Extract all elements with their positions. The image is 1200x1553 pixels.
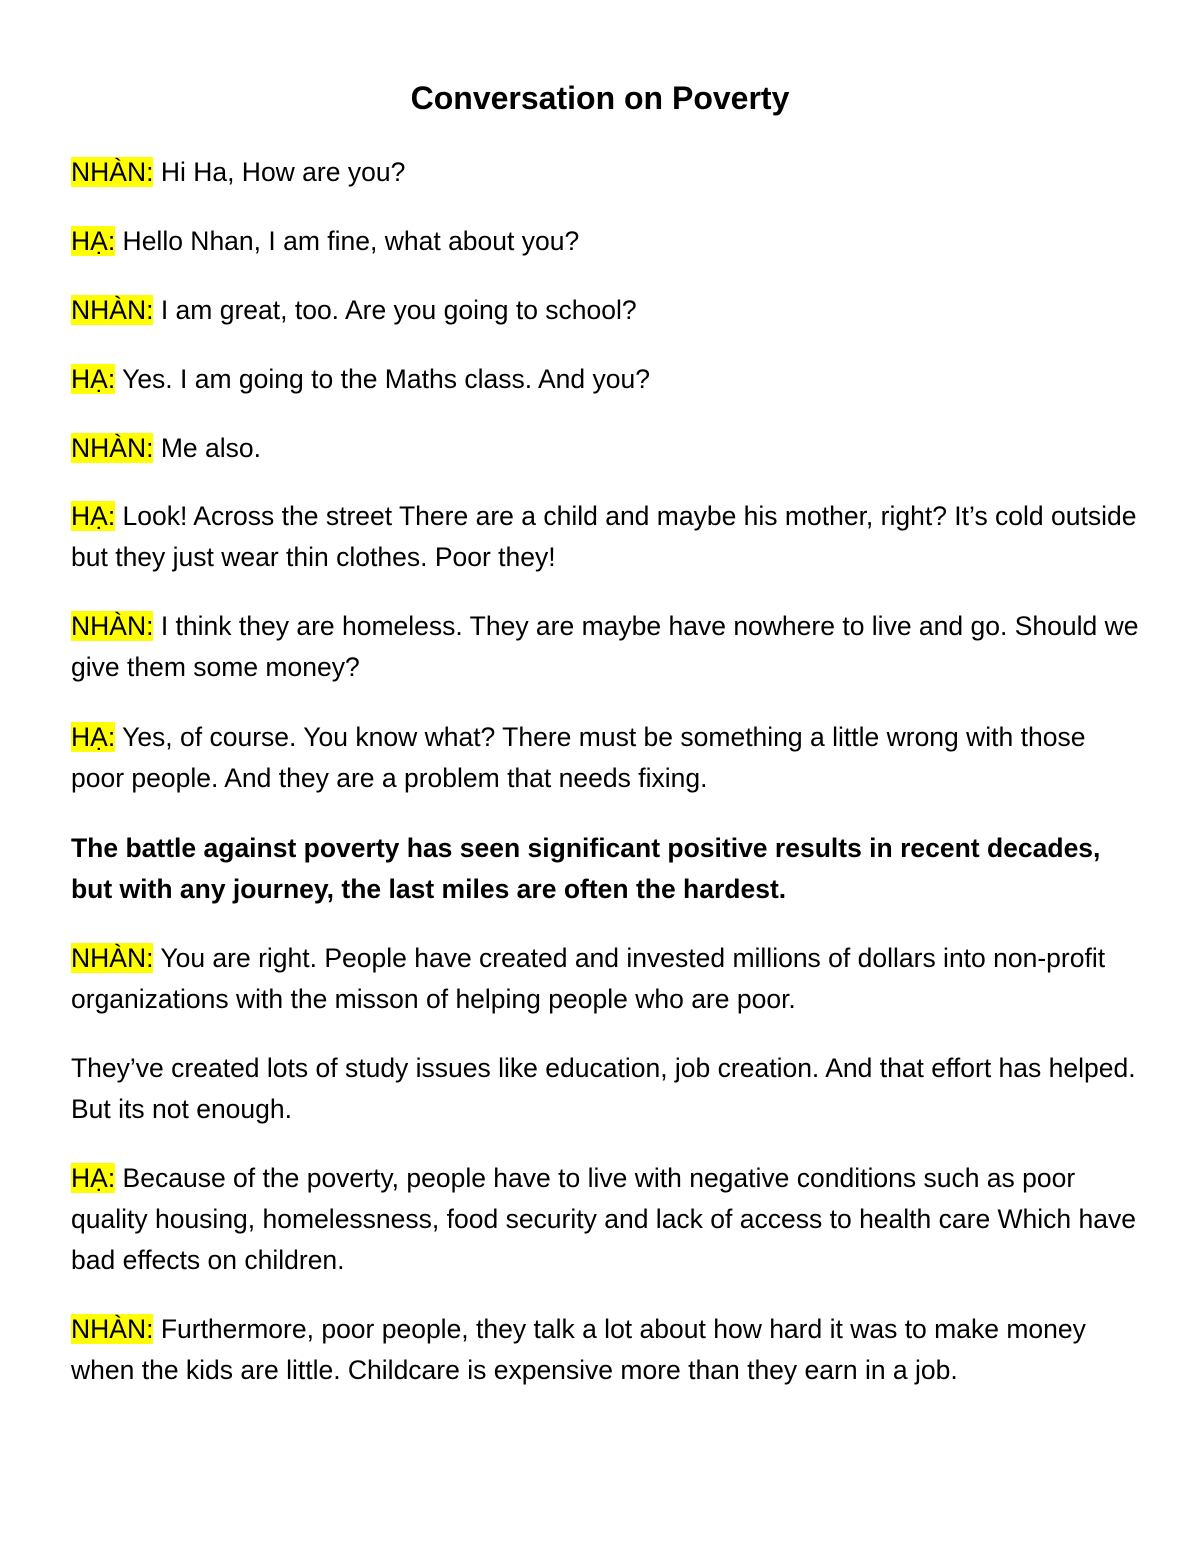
speaker-label: NHÀN:	[71, 611, 154, 641]
dialogue-text: Hi Ha, How are you?	[153, 157, 406, 187]
dialogue-line	[71, 938, 1141, 1020]
dialogue-line	[71, 496, 1141, 578]
speaker-label: NHÀN:	[71, 157, 154, 187]
speaker-label: HẠ:	[71, 226, 116, 256]
speaker-label: NHÀN:	[71, 433, 154, 463]
speaker-label: NHÀN:	[71, 295, 154, 325]
plain-paragraph: They’ve created lots of study issues like education, job creation. And that effort has helped. But its not enough.	[71, 1053, 1136, 1124]
dialogue-text: Yes. I am going to the Maths class. And you?	[115, 364, 650, 394]
dialogue-line	[71, 1158, 1141, 1281]
speaker-label: HẠ:	[71, 722, 116, 752]
dialogue-line	[71, 290, 1141, 331]
dialogue-line	[71, 152, 1141, 193]
dialogue-text: Furthermore, poor people, they talk a lot about how hard it was to make money when the kids are little. Childcare is expensive more than they earn in a job.	[71, 1314, 1086, 1385]
dialogue-text: I think they are homeless. They are maybe have nowhere to live and go. Should we give them some money?	[71, 611, 1139, 682]
bold-statement: The battle against poverty has seen significant positive results in recent decades, but with any journey, the last miles are often the hardest.	[71, 833, 1101, 904]
speaker-label: HẠ:	[71, 501, 116, 531]
dialogue-text: Hello Nhan, I am fine, what about you?	[115, 226, 580, 256]
dialogue-line	[71, 428, 1141, 469]
speaker-label: NHÀN:	[71, 943, 154, 973]
dialogue-text: Yes, of course. You know what? There must be something a little wrong with those poor people. And they are a problem that needs fixing.	[71, 722, 1086, 793]
dialogue-line	[71, 1309, 1141, 1391]
dialogue-line	[71, 606, 1141, 688]
dialogue-text: I am great, too. Are you going to school?	[153, 295, 637, 325]
speaker-label: HẠ:	[71, 364, 116, 394]
dialogue-text: Me also.	[153, 433, 261, 463]
dialogue-line	[71, 221, 1141, 262]
dialogue-line	[71, 717, 1141, 799]
speaker-label: HẠ:	[71, 1163, 116, 1193]
dialogue-text: Because of the poverty, people have to live with negative conditions such as poor quality housing, homelessness, food security and lack of access to health care Which have bad effects on children.	[71, 1163, 1136, 1275]
dialogue-text: Look! Across the street There are a child and maybe his mother, right? It’s cold outside but they just wear thin clothes. Poor they!	[71, 501, 1137, 572]
dialogue-text: You are right. People have created and invested millions of dollars into non-profit organizations with the misson of helping people who are poor.	[71, 943, 1106, 1014]
dialogue-line	[71, 359, 1141, 400]
page-title: Conversation on Poverty	[410, 80, 790, 116]
speaker-label: NHÀN:	[71, 1314, 154, 1344]
